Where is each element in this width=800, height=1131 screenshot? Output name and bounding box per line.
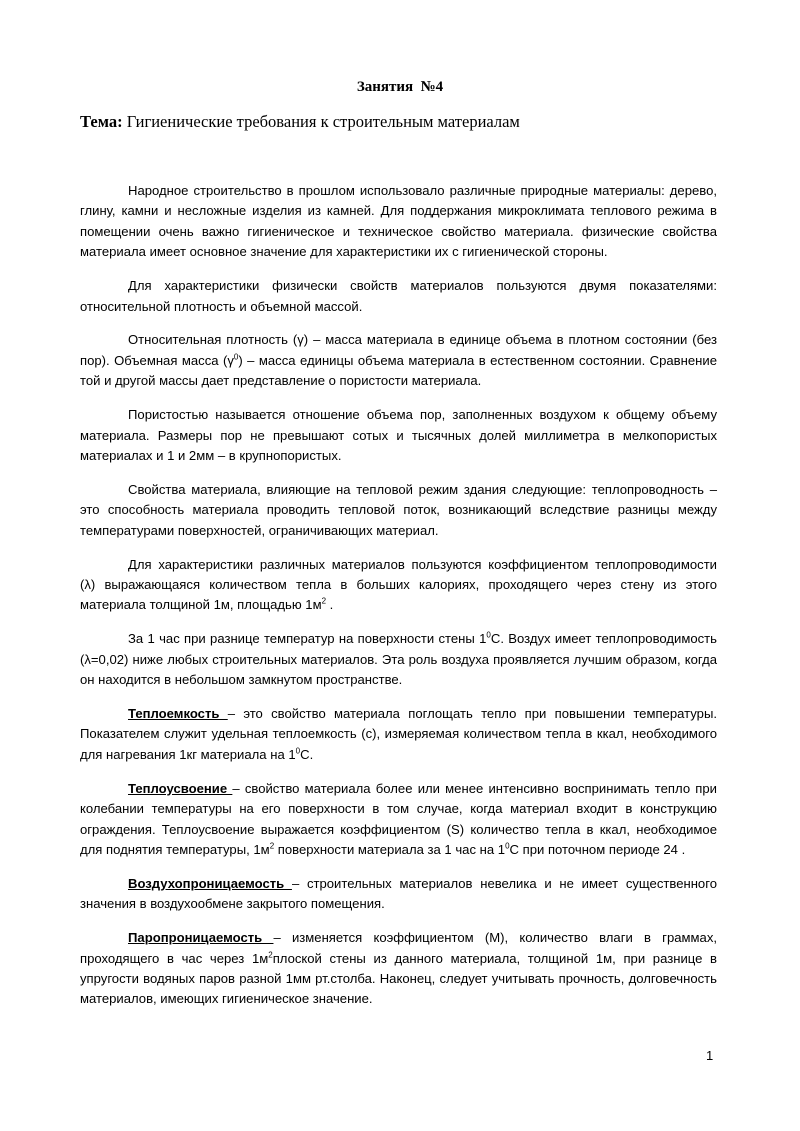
- paragraph-vapor-permeability: [80, 928, 717, 1010]
- paragraph-air-permeability: [80, 874, 717, 915]
- superscript: 2: [269, 841, 275, 851]
- topic-text: Гигиенические требования к строительным материалам: [122, 112, 520, 131]
- paragraph-text: Для характеристики различных материалов пользуются коэффициентом теплопроводимости (λ) выражающаяся количеством тепла в больших калориях, проходящего через стену из этого материала толщиной 1м, площадью 1м: [80, 556, 717, 613]
- page-number: 1: [706, 1048, 714, 1063]
- paragraph-text: ) – масса единицы объема материала в естественном состоянии. Сравнение той и другой массы дает представление о пористости материала.: [80, 352, 717, 389]
- superscript: 0: [505, 841, 510, 851]
- paragraph-text: С при поточном периоде 24 .: [509, 841, 686, 857]
- paragraph-text: С.: [300, 746, 314, 762]
- superscript: 2: [268, 950, 273, 960]
- paragraph-text: .: [326, 597, 334, 613]
- paragraph-thermal-properties: Свойства материала, влияющие на тепловой режим здания следующие: теплопроводность – это способность материала проводить тепловой поток, возникающий вследствие разницы между температурами поверхностей, ограничивающих материал.: [80, 481, 717, 538]
- term-vapor-permeability: Паропроницаемость: [128, 930, 274, 946]
- paragraph-conductivity-coefficient: [80, 555, 717, 616]
- term-heat-absorption: Теплоусвоение: [128, 780, 233, 796]
- paragraph-heat-capacity: [80, 704, 717, 765]
- topic-line: [80, 112, 520, 132]
- paragraph-heat-absorption: [80, 779, 717, 861]
- paragraph-text: – строительных материалов невелика и не имеет существенного значения в воздухообмене закрытого помещения.: [80, 875, 717, 912]
- superscript: 2: [321, 597, 327, 607]
- paragraph-density: [80, 330, 717, 391]
- paragraph-text: С. Воздух имеет теплопроводимость (λ=0,02) ниже любых строительных материалов. Эта роль воздуха проявляется лучшим образом, когда он находится в небольшом замкнутом пространстве.: [80, 631, 717, 688]
- paragraph-text: – свойство материала более или менее интенсивно воспринимать тепло при колебании температуры на его поверхности в том случае, когда материал входит в конструкцию ограждения. Теплоусвоение выражается коэффициентом (S) количество тепла в ккал, необходимое для поднятия температуры, 1м: [80, 780, 717, 857]
- paragraph-physical-properties: Для характеристики физически свойств материалов пользуются двумя показателями: относительной плотность и объемной массой.: [80, 278, 717, 314]
- paragraph-text: За 1 час при разнице температур на поверхности стены 1: [128, 631, 487, 647]
- paragraph-folk-construction: Народное строительство в прошлом использовало различные природные материалы: дерево, глину, камни и несложные изделия из камней. Для поддержания микроклимата теплового режима в помещении очень важно гигиеническое и техническое свойство материала. физические свойства материала имеет основное значение для характеристики их с гигиенической стороны.: [80, 183, 717, 260]
- paragraph-text: поверхности материала за 1 час на 1: [274, 841, 506, 857]
- superscript: 0: [486, 630, 491, 640]
- paragraph-text: плоской стены из данного материала, толщиной 1м, при разнице в упругости водяных паров разной 1мм рт.столба. Наконец, следует учитывать прочность, долговечность материалов, имеющих гигиеническое значение.: [80, 950, 718, 1007]
- paragraph-air-conductivity: [80, 629, 717, 690]
- paragraph-text: Относительная плотность (γ) – масса материала в единице объема в плотном состоянии (без пор). Объемная масса (γ: [80, 332, 717, 368]
- paragraph-porosity: Пористостью называется отношение объема пор, заполненных воздухом к общему объему материала. Размеры пор не превышают сотых и тысячных долей миллиметра в мелкопористых материалах и 1 и 2мм – в крупнопористых.: [80, 407, 717, 463]
- topic-label: Тема:: [80, 112, 123, 131]
- paragraph-text: – изменяется коэффициентом (М), количество влаги в граммах, проходящего в час через 1м: [80, 930, 717, 966]
- paragraph-text: – это свойство материала поглощать тепло при повышении температуры. Показателем служит удельная теплоемкость (с), измеряемая количеством тепла в ккал, необходимого для нагревания 1кг материала на 1: [80, 706, 717, 762]
- term-air-permeability: Воздухопроницаемость: [128, 875, 292, 891]
- superscript: 0: [295, 746, 301, 756]
- page-title: Занятия №4: [356, 79, 444, 95]
- document-body: [80, 181, 717, 1023]
- superscript: 0: [233, 352, 239, 362]
- term-heat-capacity: Теплоемкость: [128, 706, 228, 722]
